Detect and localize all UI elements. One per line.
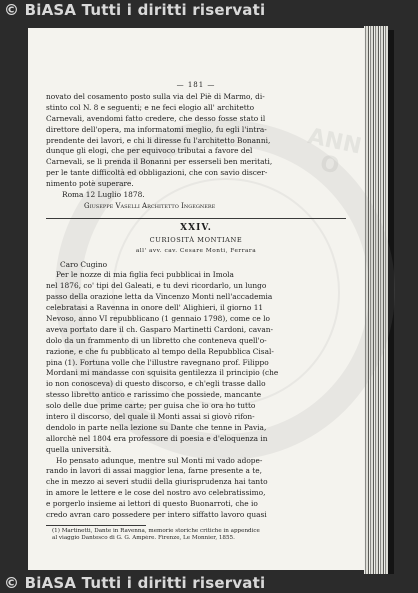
watermark-bottom: © BiASA Tutti i diritti riservati [4,574,266,592]
text-line: direttore dell'opera, ma informatomi meglio, fu egli l'intra- [46,124,267,134]
watermark-top: © BiASA Tutti i diritti riservati [4,1,266,19]
text-line: razione, e che fu pubblicato al tempo della Repubblica Cisal- [46,346,274,356]
greeting: Caro Cugino [60,259,108,269]
text-line: Carnevali, avendomi fatto credere, che desso fosse stato il [46,113,266,123]
text-line: Nevoso, anno VI repubblicano (1 gennaio 1798), come ce lo [46,313,270,323]
page-edge [388,30,394,574]
section-subtitle: all' avv. cav. Cesare Monti, Ferrara [135,247,257,254]
text-line: che in mezzo ai severi studii della giurisprudenza hai tanto [46,477,268,487]
text-line: passo della orazione letta da Vincenzo Monti nell'accademia [46,292,273,302]
text-line: dolo da un frammento di un libretto che conteneva quell'o- [46,335,267,345]
text-line: rando in lavori di assai maggior lena, farne presente a te, [46,466,262,476]
text-line: aveva portato dare il ch. Gasparo Martinetti Cardoni, cavan- [46,324,273,334]
date-line: Roma 12 Luglio 1878. [62,190,145,200]
text-line: Ho pensato adunque, mentre sul Monti mi vado adope- [56,455,263,465]
text-line: io non conosceva) di questo discorso, e ch'egli trasse dallo [46,379,266,389]
text-line: solo delle due prime carte; per guisa che io ora ho tutto [46,401,256,411]
text-line: prendente dei lavori, e chi li diresse fu l'architetto Bonanni, [46,135,271,145]
text-line: quella università. [46,444,112,454]
text-line: celebratasi a Ravenna in onore dell' Alighieri, il giorno 11 [46,303,264,313]
page-content [46,80,346,543]
section-number: XXIV. [180,222,212,233]
previous-letter-text [46,92,346,190]
letter-body [46,270,346,520]
text-line: stinto col N. 8 e seguenti; e ne feci elogio all' architetto [46,102,255,112]
text-line: intero il discorso, del quale il Monti assai si giovò rifon- [46,411,255,421]
text-line: Carnevali, se li prenda il Bonanni per esserseli ben meritati, [46,157,273,167]
section-title: CURIOSITÀ MONTIANE [149,235,243,244]
text-line: allorchè nel 1804 era professore di poesia e d'eloquenza in [46,433,268,443]
text-line: in amore le lettere e le cose del nostro avo celebratissimo, [46,488,266,498]
book-spine [364,26,388,574]
section-divider [46,218,346,219]
signature: Giuseppe Vaselli Architetto Ingegnere [84,201,216,210]
text-line: novato del cosamento posto sulla via del Piè di Marmo, di- [46,92,265,101]
text-line: dunque gli elogi, che per equivoco tributai a favore del [46,146,253,156]
text-line: (1) Martinetti, Dante in Ravenna, memorie storiche critiche in appendice [52,527,260,534]
footnote-divider [46,525,146,526]
text-line: Mordani mi mandasse con squisita gentilezza il principio (che [46,368,279,378]
text-line: credo avran caro possedere per intero siffatto lavoro quasi [46,510,267,519]
text-line: Per le nozze di mia figlia feci pubblicai in Imola [56,270,234,280]
text-line: pina (1). Fortuna volle che l'illustre ravegnano prof. Filippo [46,357,269,367]
text-line: per le tante difficoltà ed obbligazioni, che con savio discer- [46,168,268,178]
text-line: stesso libretto antico e rarissimo che possiede, mancante [46,390,262,400]
text-line: dendolo in parte nella lezione su Dante che tenne in Pavia, [46,422,267,432]
text-line: nimento potè superare. [46,179,134,189]
library-stamp-text: ANNO [305,123,364,180]
footnote [46,528,346,543]
text-line: al viaggio Dantesco di G. G. Ampère. Firenze, Le Monnier, 1855. [52,535,235,542]
text-line: e porgerlo insieme ai lettori di questo Buonarroti, che io [46,499,258,509]
page-number: — 181 — [176,81,216,89]
text-line: nel 1876, co' tipi del Galeati, e tu devi ricordarlo, un lungo [46,281,267,291]
